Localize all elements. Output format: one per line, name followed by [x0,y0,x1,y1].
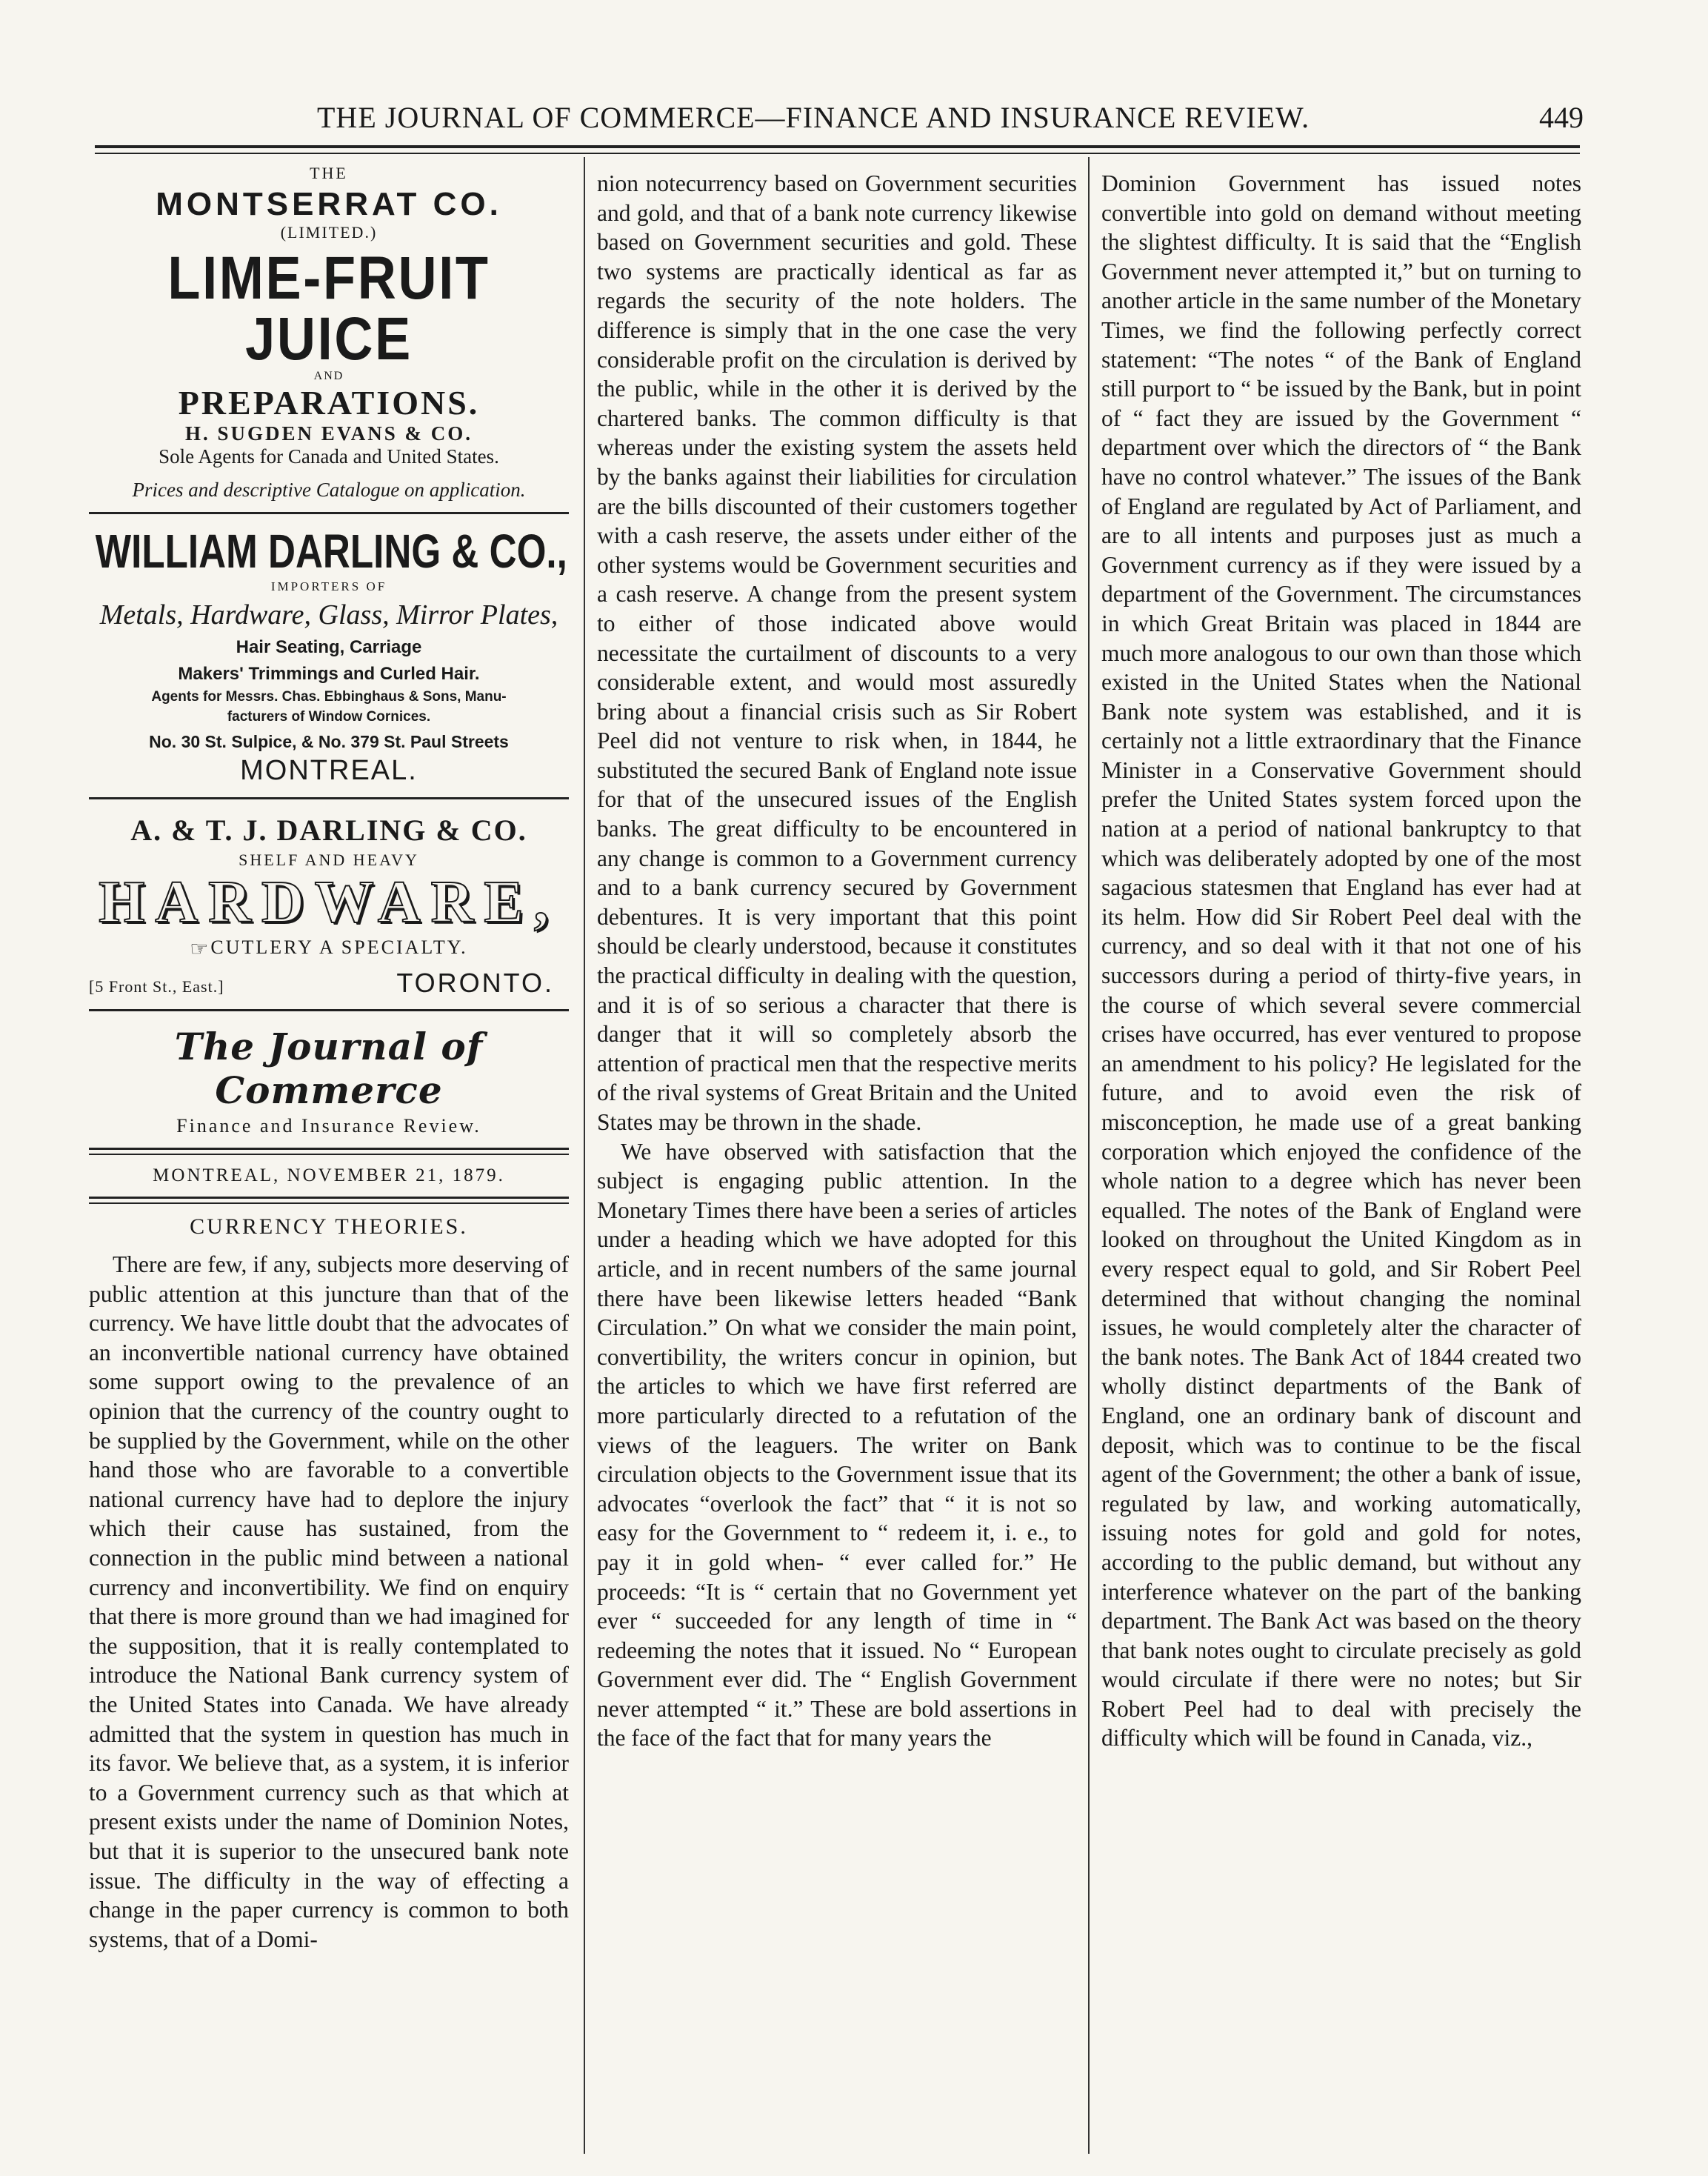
head-rule-thin [95,153,1580,154]
preparations: PREPARATIONS. [178,384,480,422]
company-name: A. & T. J. DARLING & CO. [130,813,527,847]
importers-of: IMPORTERS OF [270,579,387,593]
hair-line-1: Hair Seating, Carriage [236,637,422,657]
address: No. 30 St. Sulpice, & No. 379 St. Paul Streets [149,732,509,751]
head-rule [95,145,1580,148]
front-street: [5 Front St., East.] [89,977,224,996]
cutlery-text: CUTLERY A SPECIALTY. [210,936,468,958]
column-rule-1 [584,157,585,2154]
journal-name: The Journal of Commerce [174,1025,484,1113]
journal-subtitle: Finance and Insurance Review. [176,1115,481,1137]
metals-line: Metals, Hardware, Glass, Mirror Plates, [99,599,558,630]
ad-divider [89,797,569,799]
article-paragraph: nion notecurrency based on Government securities and gold, and that of a bank note currency likewise based on Government securities and gold. These two systems are practically identical as far as regards the security of the note holders. The difference is simply that in the one case the very considerable profit on the circulation is derived by the public, while in the other it is derived by the chartered banks. The common difficulty is that whereas under the existing system the assets held by the banks against their liabilities for circulation are the bills discounted of their customers together with a cash reserve, the assets under either of the other systems would be Government securities and a cash reserve. A change from the present system to either of those indicated above would necessitate the curtailment of discounts to a very considerable extent, and would most assuredly bring about a financial crisis such as Sir Robert Peel did not venture to risk when, in 1844, he substituted the secured Bank of England note issue for that of the unsecured issues of the English banks. The great difficulty to be encountered in any change is common to a Government currency and to a bank currency secured by Government debentures. It is very important that this point should be clearly understood, because it constitutes the practical difficulty in dealing with the question, and it is of so serious a character that there is danger that it will so completely absorb the attention of practical men that the respective merits of the rival systems of Great Britain and the United States may be thrown in the shade. [597,170,1077,1135]
company-limited: (LIMITED.) [280,223,378,242]
column-rule-2 [1088,157,1090,2154]
agents-line-2: facturers of Window Cornices. [227,709,431,725]
article-column-2 [597,169,1077,1753]
ad-atj-darling [89,813,569,999]
dateline: MONTREAL, NOVEMBER 21, 1879. [153,1165,505,1186]
article-column-1 [89,1250,569,1954]
article-paragraph: We have observed with satisfaction that the subject is engaging public attention. In the Monetary Times there have been a series of articles under a heading which we have adopted for this article, and in recent numbers of the same journal there have been likewise letters headed “Bank Circulation.” On what we consider the main point, convertibility, the writers concur in opinion, but the articles to which we have first referred are more particularly directed to a refutation of the views of the leaguers. The writer on Bank circulation objects to the Government issue that its advocates “overlook the fact” that “ it is not so easy for the Government to “ redeem it, i. e., to pay it in gold when- “ ever called for.” He proceeds: “It is “ certain that no Government yet ever “ succeeded for any length of time in “ redeeming the notes that it issued. No “ European Government ever did. The “ English Government never attempted “ it.” These are bold assertions in the face of the fact that for many years the [597,1138,1077,1751]
article-paragraph: There are few, if any, subjects more deserving of public attention at this juncture than that of the currency. We have little doubt that the advocates of an inconvertible national currency have obtained some support owing to the prevalence of an opinion that the currency of the country ought to be supplied by the Government, while on the other hand those who are favorable to a convertible national currency have had to deplore the injury which their cause has sustained, from the connection in the public mind between a national currency and inconvertibility. We find on enquiry that there is more ground than we had imagined for the supposition, that it is really contemplated to introduce the National Bank currency system of the United States into Canada. We have already admitted that the system in question has much in its favor. We believe that, as a system, it is inferior to a Government currency such as that which at present exists under the name of Dominion Notes, but that it is superior to the unsecured bank note issue. The difficulty in the way of effecting a change in the paper currency is common to both systems, that of a Domi- [89,1251,569,1952]
running-title: THE JOURNAL OF COMMERCE—FINANCE AND INSURANCE REVIEW. [317,100,1310,134]
hardware-word: HARDWARE, [99,870,559,935]
prices-note: Prices and descriptive Catalogue on application. [132,479,526,501]
page-number: 449 [1539,100,1584,134]
ad-william-darling [89,525,569,787]
city: TORONTO. [396,968,554,999]
pointing-hand-icon: ☞ [190,938,211,962]
and-word: AND [313,370,344,382]
agents-name: H. SUGDEN EVANS & CO. [184,422,473,445]
masthead [89,1025,569,1240]
article-headline: CURRENCY THEORIES. [190,1214,468,1240]
ad-divider [89,512,569,514]
article-column-3 [1101,169,1581,1753]
shelf-heavy: SHELF AND HEAVY [238,851,419,869]
ad-montserrat [89,164,569,502]
product-name: LIME-FRUIT JUICE [167,244,490,373]
advertisements [89,159,569,1954]
city: MONTREAL. [240,755,418,786]
masthead-rule [89,1197,569,1204]
company-name: WILLIAM DARLING & CO., [95,525,567,578]
running-head [95,95,1591,139]
ad-divider [89,1009,569,1011]
agents-line-1: Agents for Messrs. Chas. Ebbinghaus & Sons, Manu- [151,689,507,705]
company-name: MONTSERRAT CO. [156,186,502,222]
ad-the: THE [310,164,348,182]
article-paragraph: Dominion Government has issued notes convertible into gold on demand without meeting the slightest difficulty. It is said that the “English Government never attempted it,” but on turning to another article in the same number of the Monetary Times, we find the following perfectly correct statement: “The notes “ of the Bank of England still purport to “ be issued by the Bank, but in point of “ fact they are issued by the Government “ department over which the directors of “ the Bank have no control whatever.” The issues of the Bank of England are regulated by Act of Parliament, and are to all intents and purposes just as much a Government currency as if they were issued by a department of the Government. The circumstances in which Great Britain was placed in 1844 are much more analogous to our own than those which existed in the United States when the National Bank note system was established, and it is certainly not a little extraordinary that the Finance Minister in a Conservative Government should prefer the United States system forced upon the nation at a period of national bankruptcy to that which was deliberately adopted by one of the most sagacious statesmen that England has ever had at its helm. How did Sir Robert Peel deal with the currency, and so deal with it that not one of his successors during a period of thirty-five years, in the course of which several severe commercial crises have occurred, has ever ventured to propose an amendment to his policy? He legislated for the future, and to avoid even the risk of misconception, he made use of a great banking corporation which enjoyed the confidence of the whole nation to a degree which has never been equalled. The notes of the Bank of England were looked on throughout the United Kingdom as in every respect equal to gold, and Sir Robert Peel determined that without changing the nominal issues, he would completely alter the character of the bank notes. The Bank Act of 1844 created two wholly distinct departments of the Bank of England, one an ordinary bank of discount and deposit, which was to continue to be the fiscal agent of the Government; the other a bank of issue, regulated by law, and working automatically, issuing notes for gold and gold for notes, according to the public demand, but without any interference whatever on the part of the banking department. The Bank Act was based on the theory that bank notes ought to circulate precisely as gold would circulate if there were no notes; but Sir Robert Peel had to deal with precisely the difficulty which will be found in Canada, viz., [1101,170,1581,1751]
agents-text: Sole Agents for Canada and United States. [159,445,499,468]
hair-line-2: Makers' Trimmings and Curled Hair. [178,664,480,684]
address-row [89,968,569,999]
masthead-rule [89,1148,569,1155]
cutlery-line [89,936,569,962]
